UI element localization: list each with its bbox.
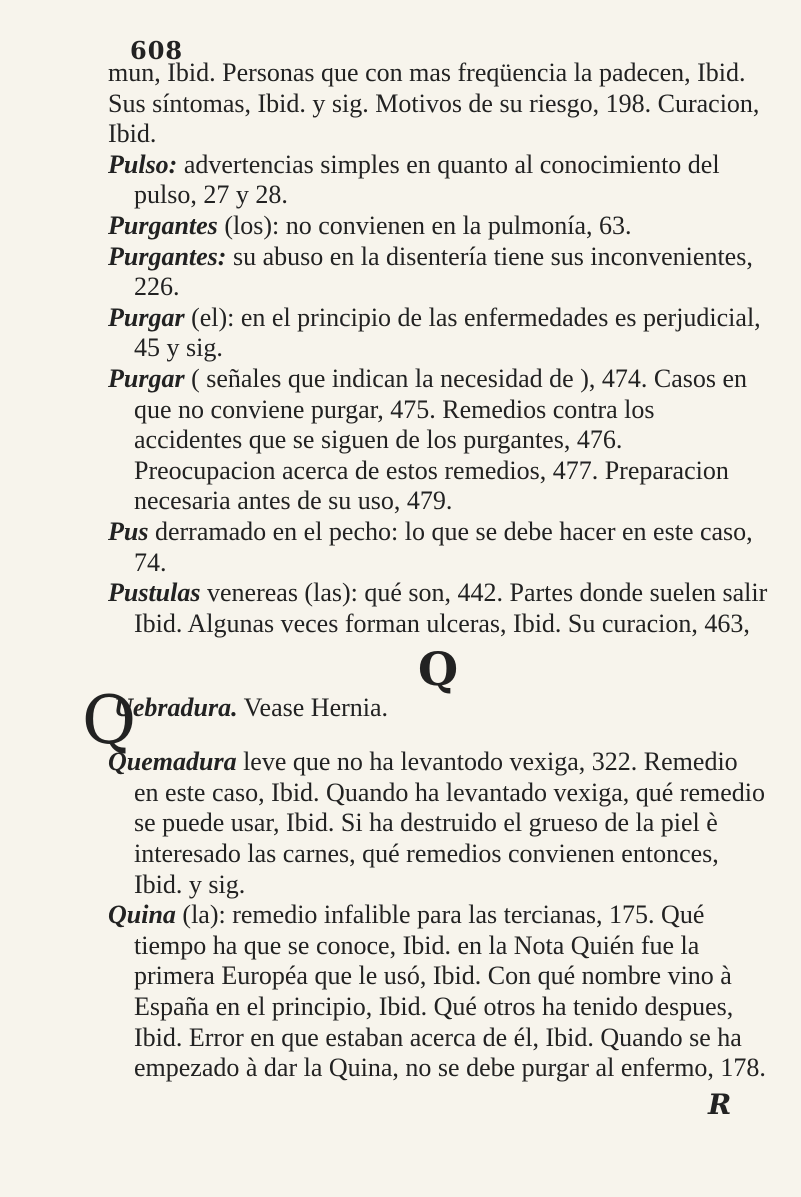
entry-head: Pustulas	[108, 578, 201, 608]
entry-quina	[108, 900, 768, 1084]
entry-head: Quina	[108, 900, 176, 930]
catchword: R	[708, 1088, 732, 1121]
entry-pustulas	[108, 578, 768, 639]
entry-text: (la): remedio infalible para las tercianas, 175. Qué tiempo ha que se conoce, Ibid. en la Nota Quién fue la primera Européa que le usó, Ibid. Con qué nombre vino à España en el principio, Ibid. Qué otros ha tenido despues, Ibid. Error en que estaban acerca de él, Ibid. Quando se ha empezado à dar la Quina, no se debe purgar al enfermo, 178.	[134, 900, 766, 1083]
entry-text: (el): en el principio de las enfermedades es perjudicial, 45 y sig.	[134, 302, 761, 363]
entry-purgar-1	[108, 303, 768, 364]
entry-pulso	[108, 150, 768, 211]
entry-head: Purgantes:	[108, 241, 227, 271]
entry-purgantes-2	[108, 242, 768, 303]
entry-head: Uebradura.	[114, 693, 238, 723]
entry-continuation	[108, 58, 768, 150]
entry-text: advertencias simples en quanto al conocimiento del pulso, 27 y 28.	[134, 149, 720, 210]
entry-quemadura	[108, 747, 768, 900]
entry-head: Pus	[108, 516, 149, 546]
entry-head: Purgar	[108, 302, 185, 332]
entry-text: mun, Ibid. Personas que con mas freqüencia la padecen, Ibid. Sus síntomas, Ibid. y sig. Motivos de su riesgo, 198. Curacion, Ibid.	[108, 58, 760, 149]
section-letter: Q	[417, 642, 459, 697]
drop-cap: Q	[82, 682, 137, 760]
entry-text: derramado en el pecho: lo que se debe hacer en este caso, 74.	[134, 516, 753, 577]
entry-head: Pulso:	[108, 149, 178, 179]
entry-text: Vease Hernia.	[237, 693, 389, 723]
entry-text: ( señales que indican la necesidad de ), 474. Casos en que no conviene purgar, 475. Remedios contra los accidentes que se siguen de los purgantes, 476. Preocupacion acerca de estos remedios, 477. Preparacion necesaria antes de su uso, 479.	[134, 363, 748, 516]
entry-purgar-2	[108, 364, 768, 517]
entry-text: venereas (las): qué son, 442. Partes donde suelen salir Ibid. Algunas veces forman ulceras, Ibid. Su curacion, 463,	[134, 578, 768, 638]
entry-purgantes-1	[108, 211, 768, 242]
entry-head: Purgar	[108, 363, 185, 393]
entry-text: (los): no convienen en la pulmonía, 63.	[217, 210, 632, 240]
entry-quebradura	[82, 682, 768, 760]
page-number: 608	[130, 36, 184, 65]
entry-head: Purgantes	[108, 210, 218, 240]
entry-head: Quemadura	[108, 747, 237, 777]
index-text	[82, 58, 768, 1084]
entry-text: leve que no ha levantodo vexiga, 322. Remedio en este caso, Ibid. Quando ha levantado vexiga, qué remedio se puede usar, Ibid. Si ha destruido el grueso de la piel è interesado las carnes, qué remedios convienen entonces, Ibid. y sig.	[134, 747, 765, 899]
entry-text: su abuso en la disentería tiene sus inconvenientes, 226.	[134, 241, 753, 302]
entry-pus	[108, 517, 768, 578]
